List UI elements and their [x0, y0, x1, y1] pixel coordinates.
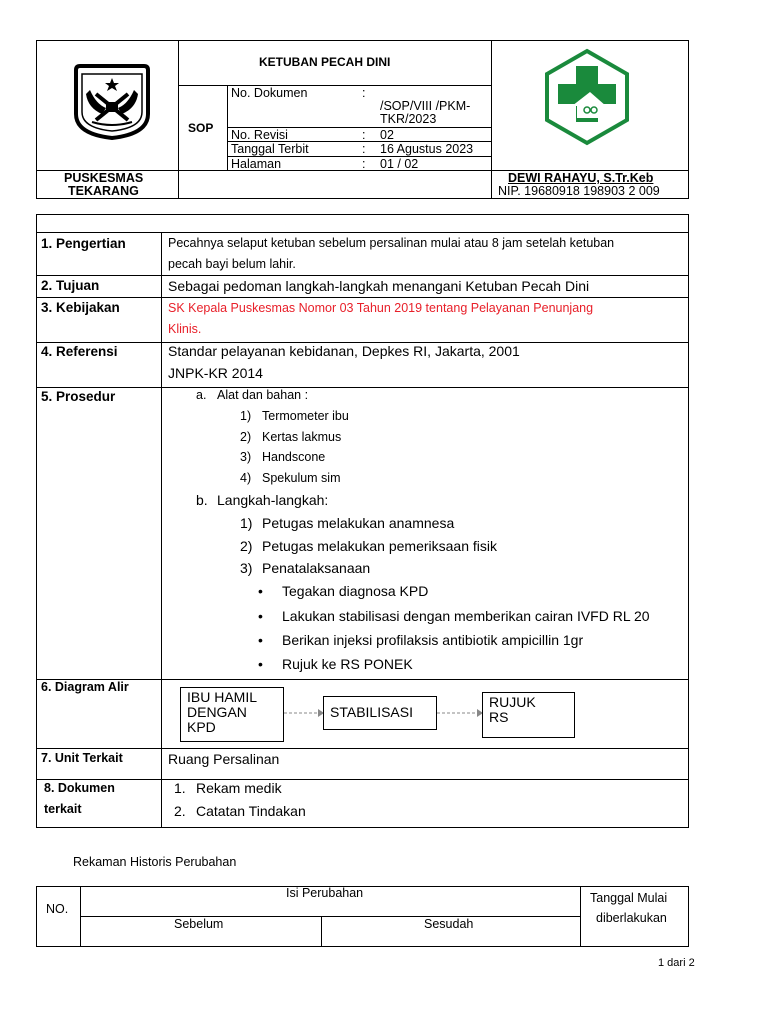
prosedur-b-title: Langkah-langkah:	[217, 492, 329, 508]
field-sep: :	[362, 128, 366, 142]
bullet-icon: •	[258, 656, 263, 672]
alat-item-num: 1)	[240, 409, 252, 423]
flow-arrow-2	[437, 707, 483, 719]
flow-box-text: IBU HAMIL	[187, 689, 258, 705]
bullet-item: Tegakan diagnosa KPD	[282, 583, 429, 599]
flow-arrow-1	[284, 707, 324, 719]
langkah-item-num: 1)	[240, 515, 253, 531]
prosedur-b-label: b.	[196, 492, 208, 508]
pengertian-text-line1: Pecahnya selaput ketuban sebelum persalinan mulai atau 8 jam setelah ketuban	[168, 236, 615, 250]
section-label-pengertian: 1. Pengertian	[41, 236, 126, 251]
bullet-item: Berikan injeksi profilaksis antibiotik ampicillin 1gr	[282, 632, 584, 648]
dokumen-item: Catatan Tindakan	[196, 803, 306, 819]
pengertian-text-line2: pecah bayi belum lahir.	[168, 257, 296, 271]
alat-item-num: 3)	[240, 450, 252, 464]
alat-item: Termometer ibu	[262, 409, 349, 423]
section-label-tujuan: 2. Tujuan	[41, 278, 100, 293]
history-col-sebelum: Sebelum	[174, 917, 224, 931]
alat-item-num: 4)	[240, 471, 252, 485]
page-number: 1 dari 2	[658, 957, 695, 969]
unit-text: Ruang Persalinan	[168, 751, 280, 767]
section-label-unit: 7. Unit Terkait	[41, 751, 123, 765]
referensi-text-line2: JNPK-KR 2014	[168, 365, 263, 381]
field-value-no-dokumen-2: TKR/2023	[380, 112, 437, 126]
history-col-sesudah: Sesudah	[424, 917, 474, 931]
alat-item: Kertas lakmus	[262, 430, 342, 444]
flow-box-text: RS	[489, 709, 509, 725]
field-value-tanggal-terbit: 16 Agustus 2023	[380, 142, 474, 156]
langkah-item-num: 2)	[240, 538, 253, 554]
langkah-item: Penatalaksanaan	[262, 560, 371, 576]
alat-item-num: 2)	[240, 430, 252, 444]
history-col-tanggal-1: Tanggal Mulai	[590, 891, 668, 905]
langkah-item-num: 3)	[240, 560, 253, 576]
alat-item: Spekulum sim	[262, 471, 341, 485]
kebijakan-text-line2: Klinis.	[168, 322, 202, 336]
tujuan-text: Sebagai pedoman langkah-langkah menangani Ketuban Pecah Dini	[168, 278, 590, 294]
history-col-tanggal-2: diberlakukan	[596, 911, 667, 925]
field-value-no-dokumen: /SOP/VIII /PKM-	[380, 99, 471, 113]
org-name-line2: TEKARANG	[68, 184, 139, 198]
alat-item: Handscone	[262, 450, 326, 464]
section-label-dokumen-2: terkait	[44, 802, 82, 816]
history-col-no: NO.	[46, 902, 69, 916]
field-sep: :	[362, 86, 366, 100]
field-sep: :	[362, 157, 366, 171]
history-title: Rekaman Historis Perubahan	[73, 855, 237, 869]
referensi-text-line1: Standar pelayanan kebidanan, Depkes RI, Jakarta, 2001	[168, 343, 520, 359]
puskesmas-logo-icon	[544, 48, 630, 151]
government-emblem-icon	[72, 64, 152, 145]
flow-box-text: RUJUK	[489, 694, 536, 710]
flow-box-text: STABILISASI	[330, 704, 413, 720]
prosedur-a-label: a.	[196, 388, 207, 402]
prosedur-a-title: Alat dan bahan :	[217, 388, 309, 402]
flow-box-stabilisasi	[323, 696, 437, 730]
field-value-no-revisi: 02	[380, 128, 394, 142]
langkah-item: Petugas melakukan anamnesa	[262, 515, 455, 531]
kebijakan-text-line1: SK Kepala Puskesmas Nomor 03 Tahun 2019 tentang Pelayanan Penunjang	[168, 301, 594, 315]
section-label-diagram: 6. Diagram Alir	[41, 680, 129, 694]
section-label-dokumen: 8. Dokumen	[44, 781, 115, 795]
bullet-icon: •	[258, 632, 263, 648]
signer-name: DEWI RAHAYU, S.Tr.Keb	[508, 171, 654, 185]
section-label-referensi: 4. Referensi	[41, 344, 118, 359]
bullet-item: Rujuk ke RS PONEK	[282, 656, 413, 672]
signer-nip: NIP. 19680918 198903 2 009	[498, 184, 660, 198]
history-col-isi: Isi Perubahan	[286, 886, 364, 900]
document-title: KETUBAN PECAH DINI	[259, 55, 391, 69]
org-name-line1: PUSKESMAS	[64, 171, 144, 185]
dokumen-item: Rekam medik	[196, 780, 282, 796]
dokumen-item-num: 1.	[174, 780, 186, 796]
flow-box-text: DENGAN	[187, 704, 247, 720]
flow-box-ibu-hamil	[180, 687, 284, 742]
bullet-icon: •	[258, 583, 263, 599]
flow-box-text: KPD	[187, 719, 216, 735]
section-label-kebijakan: 3. Kebijakan	[41, 300, 120, 315]
flow-box-rujuk	[482, 692, 575, 738]
bullet-icon: •	[258, 608, 263, 624]
field-value-halaman: 01 / 02	[380, 157, 419, 171]
field-label-no-revisi: No. Revisi	[231, 128, 288, 142]
sop-label: SOP	[188, 121, 214, 135]
bullet-item: Lakukan stabilisasi dengan memberikan cairan IVFD RL 20	[282, 608, 650, 624]
field-label-halaman: Halaman	[231, 157, 282, 171]
field-label-tanggal-terbit: Tanggal Terbit	[231, 142, 309, 156]
field-label-no-dokumen: No. Dokumen	[231, 86, 308, 100]
section-label-prosedur: 5. Prosedur	[41, 389, 116, 404]
field-sep: :	[362, 142, 366, 156]
dokumen-item-num: 2.	[174, 803, 186, 819]
langkah-item: Petugas melakukan pemeriksaan fisik	[262, 538, 498, 554]
